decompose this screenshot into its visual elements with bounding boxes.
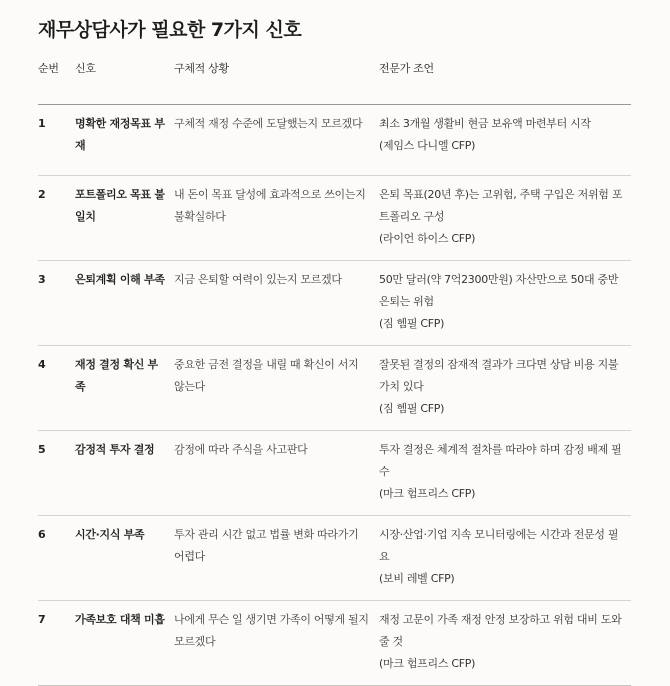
row-advice: [379, 601, 631, 686]
row-num: 7: [38, 601, 75, 686]
signals-table: [38, 58, 631, 686]
row-advice: [379, 176, 631, 261]
advice-text: 은퇴 목표(20년 후)는 고위험, 주택 구입은 저위험 포트폴리오 구성: [379, 188, 623, 223]
advice-source: (마크 험프리스 CFP): [379, 657, 476, 670]
row-advice: [379, 261, 631, 346]
row-signal: 재정 결정 확신 부족: [75, 346, 174, 431]
advice-source: (마크 험프리스 CFP): [379, 487, 476, 500]
row-situation: 투자 관리 시간 없고 법률 변화 따라가기 어렵다: [174, 516, 379, 601]
advice-source: (보비 레벨 CFP): [379, 572, 455, 585]
page-title: 재무상담사가 필요한 7가지 신호: [38, 19, 302, 41]
row-signal: 시간·지식 부족: [75, 516, 174, 601]
header-situation: 구체적 상황: [174, 58, 379, 105]
row-situation: 나에게 무슨 일 생기면 가족이 어떻게 될지 모르겠다: [174, 601, 379, 686]
advice-text: 재정 고문이 가족 재정 안정 보장하고 위험 대비 도와줄 것: [379, 613, 622, 648]
row-advice: [379, 105, 631, 176]
row-signal: 명확한 재정목표 부재: [75, 105, 174, 176]
row-num: 6: [38, 516, 75, 601]
row-signal: 은퇴계획 이해 부족: [75, 261, 174, 346]
header-num: 순번: [38, 58, 75, 105]
table-row: [38, 105, 631, 176]
advice-text: 최소 3개월 생활비 현금 보유액 마련부터 시작: [379, 117, 591, 130]
table-row: [38, 601, 631, 686]
table-row: [38, 261, 631, 346]
table-header-row: [38, 58, 631, 105]
table-row: [38, 431, 631, 516]
row-signal: 포트폴리오 목표 불일치: [75, 176, 174, 261]
advice-text: 50만 달러(약 7억2300만원) 자산만으로 50대 중반 은퇴는 위험: [379, 273, 619, 308]
row-num: 4: [38, 346, 75, 431]
table-row: [38, 516, 631, 601]
advice-source: (라이언 하이스 CFP): [379, 232, 476, 245]
row-situation: 감정에 따라 주식을 사고판다: [174, 431, 379, 516]
advice-source: (짐 헴필 CFP): [379, 402, 445, 415]
advice-source: (짐 헴필 CFP): [379, 317, 445, 330]
row-advice: [379, 431, 631, 516]
row-signal: 감정적 투자 결정: [75, 431, 174, 516]
row-situation: 지금 은퇴할 여력이 있는지 모르겠다: [174, 261, 379, 346]
header-advice: 전문가 조언: [379, 58, 631, 105]
table-row: [38, 176, 631, 261]
row-num: 1: [38, 105, 75, 176]
header-signal: 신호: [75, 58, 174, 105]
row-num: 5: [38, 431, 75, 516]
row-advice: [379, 516, 631, 601]
row-situation: 내 돈이 목표 달성에 효과적으로 쓰이는지 불확실하다: [174, 176, 379, 261]
row-situation: 구체적 재정 수준에 도달했는지 모르겠다: [174, 105, 379, 176]
row-situation: 중요한 금전 결정을 내릴 때 확신이 서지 않는다: [174, 346, 379, 431]
advice-text: 시장·산업·기업 지속 모니터링에는 시간과 전문성 필요: [379, 528, 619, 563]
row-advice: [379, 346, 631, 431]
row-num: 3: [38, 261, 75, 346]
row-signal: 가족보호 대책 미흡: [75, 601, 174, 686]
advice-source: (제임스 다니엘 CFP): [379, 139, 476, 152]
table-row: [38, 346, 631, 431]
advice-text: 잘못된 결정의 잠재적 결과가 크다면 상담 비용 지불 가치 있다: [379, 358, 619, 393]
advice-text: 투자 결정은 체계적 절차를 따라야 하며 감정 배제 필수: [379, 443, 622, 478]
row-num: 2: [38, 176, 75, 261]
